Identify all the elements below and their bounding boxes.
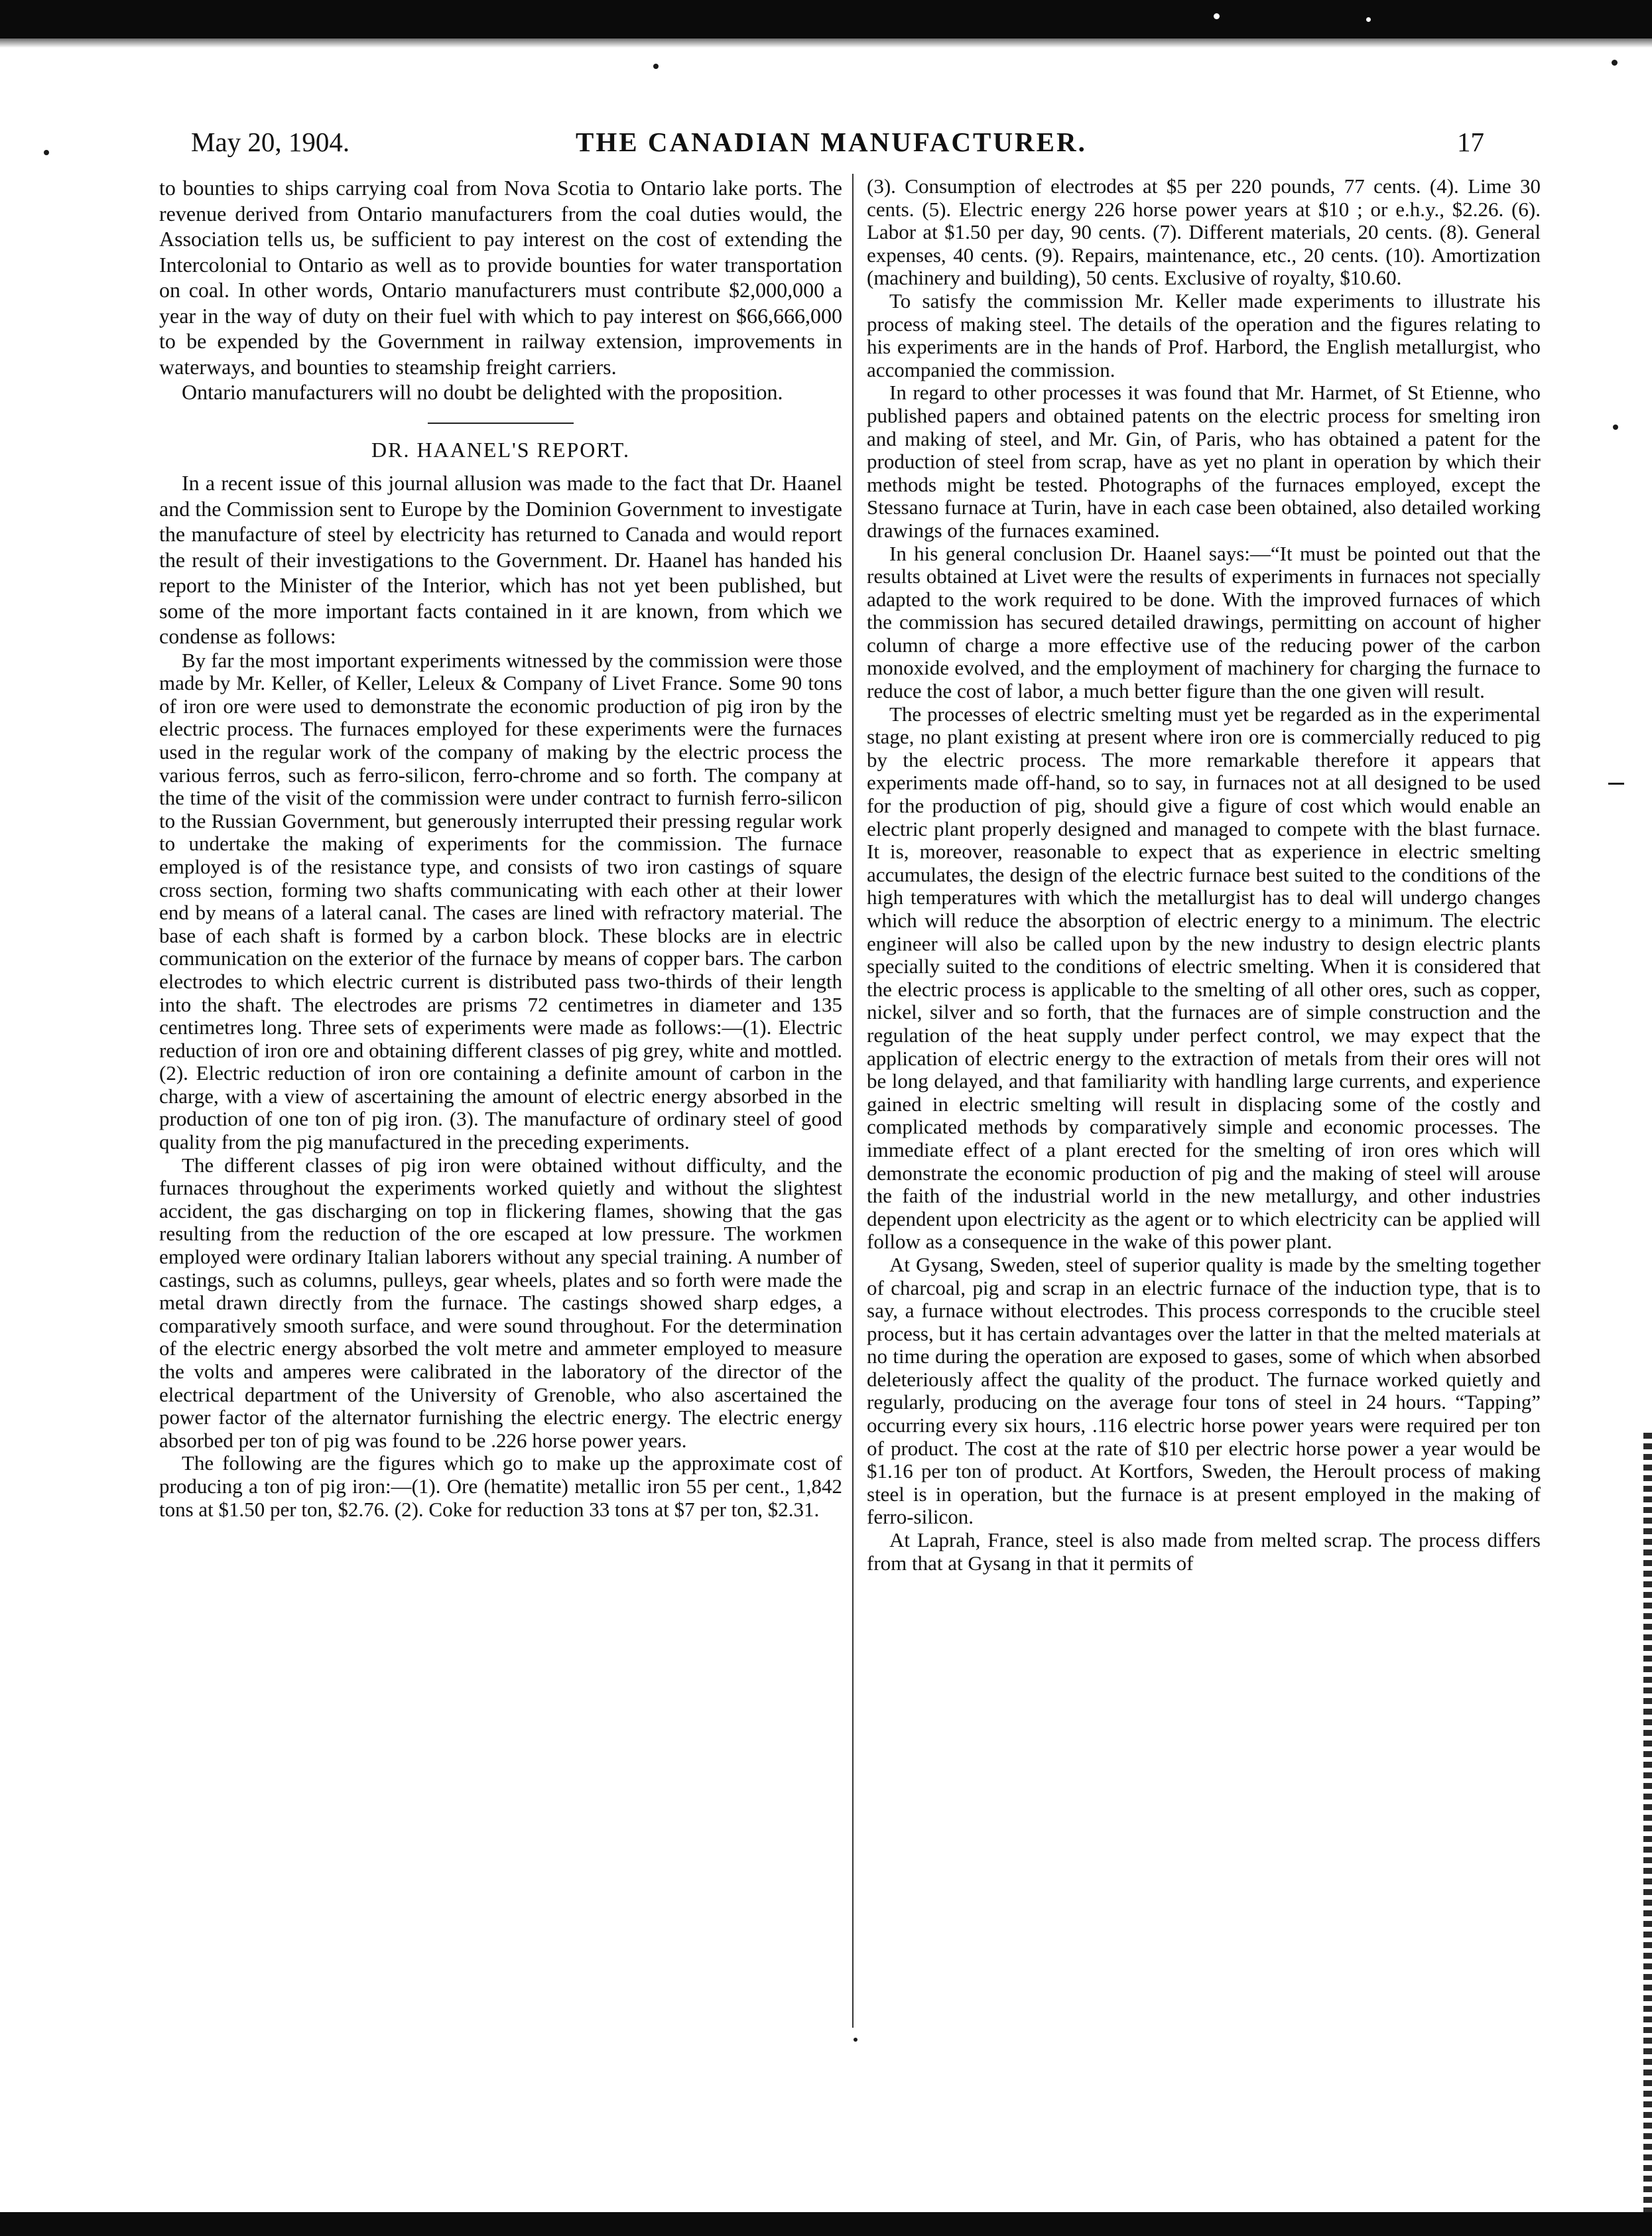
- editorial-continuation: [159, 175, 842, 405]
- article-paragraph: To satisfy the commission Mr. Keller made experiments to illustrate his process of making steel. The details of the operation and the figures relating to his experiments are in the hands of Prof. Harbord, the English metallurgist, who accompanied the commission.: [867, 289, 1541, 381]
- scan-speck: [44, 150, 49, 155]
- scan-border-bottom: [0, 2212, 1652, 2236]
- article-paragraph: Ontario manufacturers will no doubt be delighted with the proposition.: [182, 380, 783, 404]
- scan-speck: [1214, 13, 1220, 19]
- page-header: [191, 126, 1484, 163]
- issue-date: May 20, 1904.: [191, 127, 350, 157]
- right-column: [867, 175, 1541, 1575]
- article-paragraph: The different classes of pig iron were obtained without difficulty, and the furnaces throughout the experiments worked quietly and without the slightest accident, the gas discharging on top in flickering flames, showing that the gas resulting from the reduction of the ore escaped at low pressure. The workmen employed were ordinary Italian laborers without any special training. A number of castings, such as columns, pulleys, gear wheels, plates and so forth were made the metal drawn directly from the furnace. The castings showed sharp edges, a comparatively smooth surface, and were sound throughout. For the determination of the electric energy absorbed the volt metre and ammeter employed to measure the volts and amperes were calibrated in the laboratory of the director of the electrical department of the University of Grenoble, who also ascertained the power factor of the alternator furnishing the electric energy. The electric energy absorbed per ton of pig was found to be .226 horse power years.: [159, 1153, 842, 1452]
- column-divider: [852, 174, 854, 2028]
- scan-speck: [653, 64, 659, 69]
- page-number: 17: [1457, 127, 1484, 157]
- publication-title: THE CANADIAN MANUFACTURER.: [576, 127, 1087, 157]
- scan-edge-right: [1643, 1433, 1652, 2212]
- report-introduction: [159, 470, 842, 649]
- left-column: [159, 175, 842, 1521]
- section-divider: [428, 423, 574, 424]
- article-paragraph: to bounties to ships carrying coal from Nova Scotia to Ontario lake ports. The revenue derived from Ontario manufacturers from the coal duties would, the Association tells us, be sufficient to pay interest on the cost of extending the Intercolonial to Ontario as well as to provide bounties for water transportation on coal. In other words, Ontario manufacturers must contribute $2,000,000 a year in the way of duty on their fuel with which to pay interest on $66,666,000 to be expended by the Government in railway extension, improvements in waterways, and bounties to steamship freight carriers.: [159, 176, 842, 379]
- article-paragraph: By far the most important experiments witnessed by the commission were those made by Mr. Keller, of Keller, Leleux & Company of Livet France. Some 90 tons of iron ore were used to demonstrate the economic production of pig iron by the electric process. The furnaces employed for these experiments were the furnaces used in the regular work of the company of making by the electric process the various ferros, such as ferro-silicon, ferro-chrome and so forth. The company at the time of the visit of the commission were under contract to furnish ferro-silicon to the Russian Government, but generously interrupted their pressing regular work to undertake the making of experiments for the commission. The furnace employed is of the resistance type, and consists of two iron castings of square cross section, forming two shafts communicating with each other at their lower end by means of a lateral canal. The cases are lined with refractory material. The base of each shaft is formed by a carbon block. These blocks are in electric communication on the exterior of the furnace by means of copper bars. The carbon electrodes to which electric current is distributed pass two-thirds of their length into the shaft. The electrodes are prisms 72 centimetres in diameter and 135 centimetres long. Three sets of experiments were made as follows:—(1). Electric reduction of iron ore and obtaining different classes of pig grey, white and mottled. (2). Electric reduction of iron ore containing a definite amount of carbon in the charge, with a view of ascertaining the amount of electric energy absorbed in the production of one ton of pig iron. (3). The manufacture of ordinary steel of good quality from the pig manufactured in the preceding experiments.: [159, 648, 842, 1154]
- article-paragraph: In a recent issue of this journal allusion was made to the fact that Dr. Haanel and the Commission sent to Europe by the Dominion Government to investigate the manufacture of steel by electricity has returned to Canada and would report the result of their investigations to the Government. Dr. Haanel has handed his report to the Minister of the Interior, which has not yet been published, but some of the more important facts contained in it are known, from which we condense as follows:: [159, 471, 842, 649]
- scan-speck: [1608, 783, 1624, 785]
- scan-border-top: [0, 0, 1652, 38]
- scan-shadow-top: [0, 38, 1652, 48]
- article-paragraph: The processes of electric smelting must yet be regarded as in the experimental stage, no plant existing at present where iron ore is commercially reduced to pig by the electric process. The more remarkable therefore it appears that experiments made off-hand, so to say, in furnaces not at all designed to be used for the production of pig, should give a figure of cost which would enable an electric plant properly designed and managed to compete with the blast furnace. It is, moreover, reasonable to expect that as experience in electric smelting accumulates, the design of the electric furnace best suited to the conditions of the high temperatures with which the metallurgist has to deal will undergo changes which will reduce the absorption of electric energy to a minimum. The electric engineer will also be called upon by the new industry to design electric plants specially suited to the conditions of electric smelting. When it is considered that the electric process is applicable to the smelting of all other ores, such as copper, nickel, silver and so forth, that the furnaces are of simple construction and the regulation of the heat supply under perfect control, we may expect that the application of electric energy to the extraction of metals from their ores will not be long delayed, and that familiarity with handling large currents, and experience gained in electric smelting will result in displacing some of the costly and complicated methods by comparatively simple and economic processes. The immediate effect of a plant erected for the smelting of iron ores which will demonstrate the economic production of pig and the making of steel will arouse the faith of the industrial world in the new metallurgy, and other industries dependent upon electricity as the agent or to which electricity can be applied will follow as a consequence in the wake of this power plant.: [867, 702, 1541, 1254]
- article-paragraph: At Gysang, Sweden, steel of superior quality is made by the smelting together of charcoal, pig and scrap in an electric furnace of the induction type, that is to say, a furnace without electrodes. This process corresponds to the crucible steel process, but it has certain advantages over the latter in that the melted materials at no time during the operation are exposed to gases, some of which when absorbed deleteriously affect the quality of the product. The furnace worked quietly and regularly, producing on the average four tons of steel in 24 hours. “Tapping” occurring every six hours, .116 electric horse power years were required per ton of product. The cost at the rate of $10 per electric horse power a year would be $1.16 per ton of product. At Kortfors, Sweden, the Heroult process of making steel is in operation, but the furnace is at present employed in the making of ferro-silicon.: [867, 1252, 1541, 1529]
- scan-speck: [1366, 17, 1371, 22]
- article-paragraph: The following are the figures which go to make up the approximate cost of producing a ton of pig iron:—(1). Ore (hematite) metallic iron 55 per cent., 1,842 tons at $1.50 per ton, $2.76. (2). Coke for reduction 33 tons at $7 per ton, $2.31.: [159, 1451, 842, 1521]
- section-heading: DR. HAANEL'S REPORT.: [371, 437, 630, 462]
- article-paragraph: In his general conclusion Dr. Haanel says:—“It must be pointed out that the results obtained at Livet were the results of experiments in furnaces not specially adapted to the work required to be done. With the improved furnaces of which the commission has secured detailed drawings, permitting on account of higher column of charge a more effective use of the reducing power of the carbon monoxide evolved, and the employment of machinery for charging the furnace to reduce the cost of labor, a much better figure than the one given will result.: [867, 541, 1541, 703]
- article-paragraph: In regard to other processes it was found that Mr. Harmet, of St Etienne, who published papers and obtained patents on the electric process for smelting iron and making of steel, and Mr. Gin, of Paris, who has obtained a patent for the production of steel from scrap, have as yet no plant in operation by which their methods might be tested. Photographs of the furnaces employed, except the Stessano furnace at Turin, have in each case been obtained, also detailed working drawings of the furnaces examined.: [867, 381, 1541, 542]
- article-paragraph: (3). Consumption of electrodes at $5 per 220 pounds, 77 cents. (4). Lime 30 cents. (5). Electric energy 226 horse power years at $10 ; or e.h.y., $2.26. (6). Labor at $1.50 per day, 90 cents. (7). Different materials, 20 cents. (8). General expenses, 40 cents. (9). Repairs, maintenance, etc., 20 cents. (10). Amortization (machinery and building), 50 cents. Exclusive of royalty, $10.60.: [867, 174, 1541, 290]
- scan-speck: [854, 2038, 858, 2042]
- scan-speck: [1612, 60, 1618, 66]
- scan-speck: [1613, 425, 1618, 430]
- article-paragraph: At Laprah, France, steel is also made from melted scrap. The process differs from that at Gysang in that it permits of: [867, 1528, 1541, 1575]
